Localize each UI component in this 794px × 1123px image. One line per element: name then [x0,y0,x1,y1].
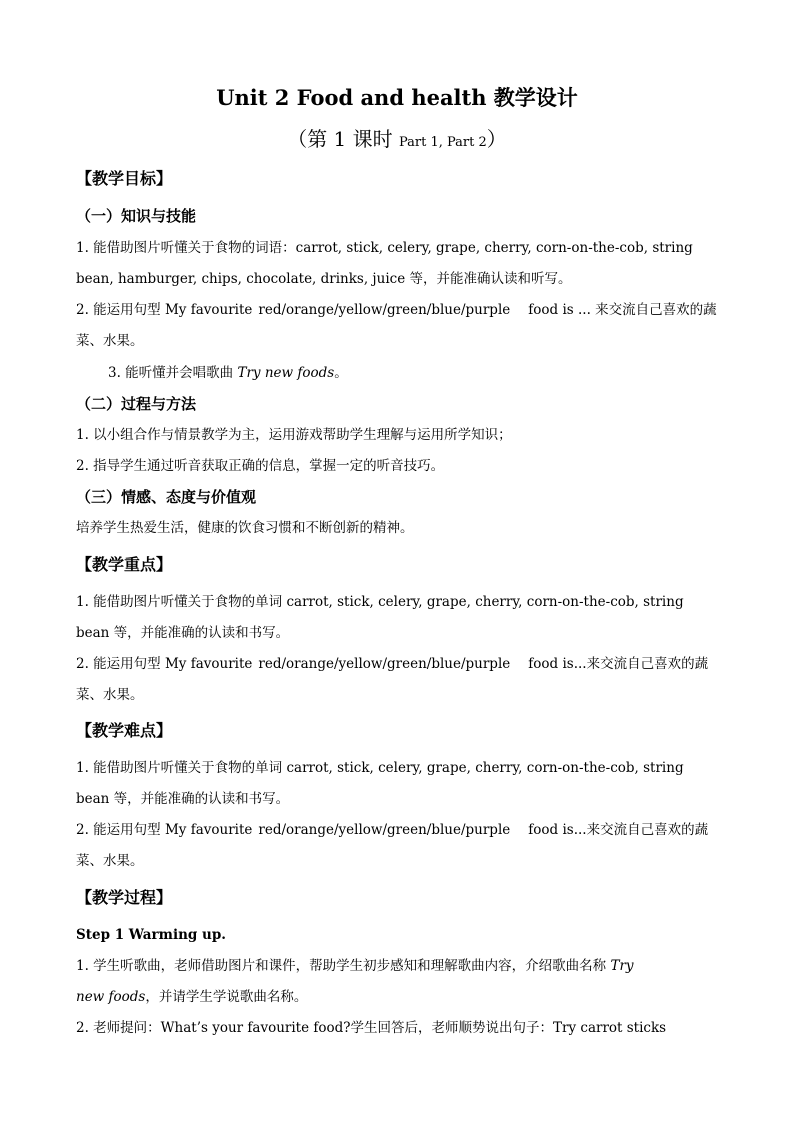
key-point-2-line-1 [76,653,726,675]
difficulty-2-line-1 [76,819,726,841]
difficulty-2-part-b: red/orange/yellow/green/blue/purple [258,822,511,838]
difficulty-2-part-c: food is...来交流自己喜欢的蔬 [528,822,709,838]
knowledge-item-3-suffix: 。 [334,365,348,381]
knowledge-item-1-line-1: 1. 能借助图片听懂关于食物的词语：carrot, stick, celery, grape, cherry, corn-on-the-cob, string [76,240,693,256]
step-1-item-1-text: 1. 学生听歌曲，老师借助图片和课件，帮助学生初步感知和理解歌曲内容，介绍歌曲名称 [76,958,611,974]
heading-objectives: 【教学目标】 [76,169,173,188]
step-1-item-1-end: ，并请学生学说歌曲名称。 [145,989,308,1005]
heading-difficulties: 【教学难点】 [76,721,173,740]
subtitle-main: （第 1 课时 [287,127,399,151]
knowledge-item-3 [108,362,758,384]
subtitle-parts: Part 1, Part 2 [399,135,487,150]
step-1-song-word-1: Try [610,958,634,974]
difficulty-1-line-2: bean 等，并能准确的认读和书写。 [76,791,290,807]
heading-teaching-process: 【教学过程】 [76,888,173,907]
document-subtitle [0,124,794,158]
knowledge-item-3-prefix: 3. 能听懂并会唱歌曲 [108,365,238,381]
knowledge-item-2-line-2: 菜、水果。 [76,333,144,349]
key-point-2-part-a: 2. 能运用句型 My favourite [76,656,253,672]
song-title: Try new foods [237,365,335,381]
step-1-heading: Step 1 Warming up. [76,927,226,943]
heading-attitude: （三）情感、态度与价值观 [76,488,257,506]
difficulty-2-part-a: 2. 能运用句型 My favourite [76,822,253,838]
knowledge-item-2-part-b: red/orange/yellow/green/blue/purple [258,302,511,318]
subtitle-end: ） [486,127,507,151]
document-title: Unit 2 Food and health 教学设计 [216,85,578,110]
key-point-2-part-b: red/orange/yellow/green/blue/purple [258,656,511,672]
knowledge-item-2-line-1 [76,299,726,321]
key-point-1-line-1: 1. 能借助图片听懂关于食物的单词 carrot, stick, celery, grape, cherry, corn-on-the-cob, string [76,594,684,610]
heading-process: （二）过程与方法 [76,395,197,413]
attitude-item-1: 培养学生热爱生活，健康的饮食习惯和不断创新的精神。 [76,520,414,536]
difficulty-2-line-2: 菜、水果。 [76,853,144,869]
step-1-item-2-line-1: 2. 老师提问：What’s your favourite food?学生回答后，老师顺势说出句子：Try carrot sticks [76,1020,667,1036]
step-1-item-1-line-1 [76,955,726,977]
step-1-song-word-2: new foods [76,989,146,1005]
step-1-item-1-line-2 [76,986,726,1008]
process-item-2: 2. 指导学生通过听音获取正确的信息，掌握一定的听音技巧。 [76,458,445,474]
key-point-2-line-2: 菜、水果。 [76,687,144,703]
knowledge-item-2-part-c: food is ... 来交流自己喜欢的蔬 [528,302,717,318]
knowledge-item-2-part-a: 2. 能运用句型 My favourite [76,302,253,318]
heading-knowledge: （一）知识与技能 [76,207,197,225]
heading-key-points: 【教学重点】 [76,555,173,574]
process-item-1: 1. 以小组合作与情景教学为主，运用游戏帮助学生理解与运用所学知识； [76,427,512,443]
difficulty-1-line-1: 1. 能借助图片听懂关于食物的单词 carrot, stick, celery, grape, cherry, corn-on-the-cob, string [76,760,684,776]
key-point-1-line-2: bean 等，并能准确的认读和书写。 [76,625,290,641]
key-point-2-part-c: food is...来交流自己喜欢的蔬 [528,656,709,672]
knowledge-item-1-line-2: bean, hamburger, chips, chocolate, drinks, juice 等，并能准确认读和听写。 [76,271,572,287]
